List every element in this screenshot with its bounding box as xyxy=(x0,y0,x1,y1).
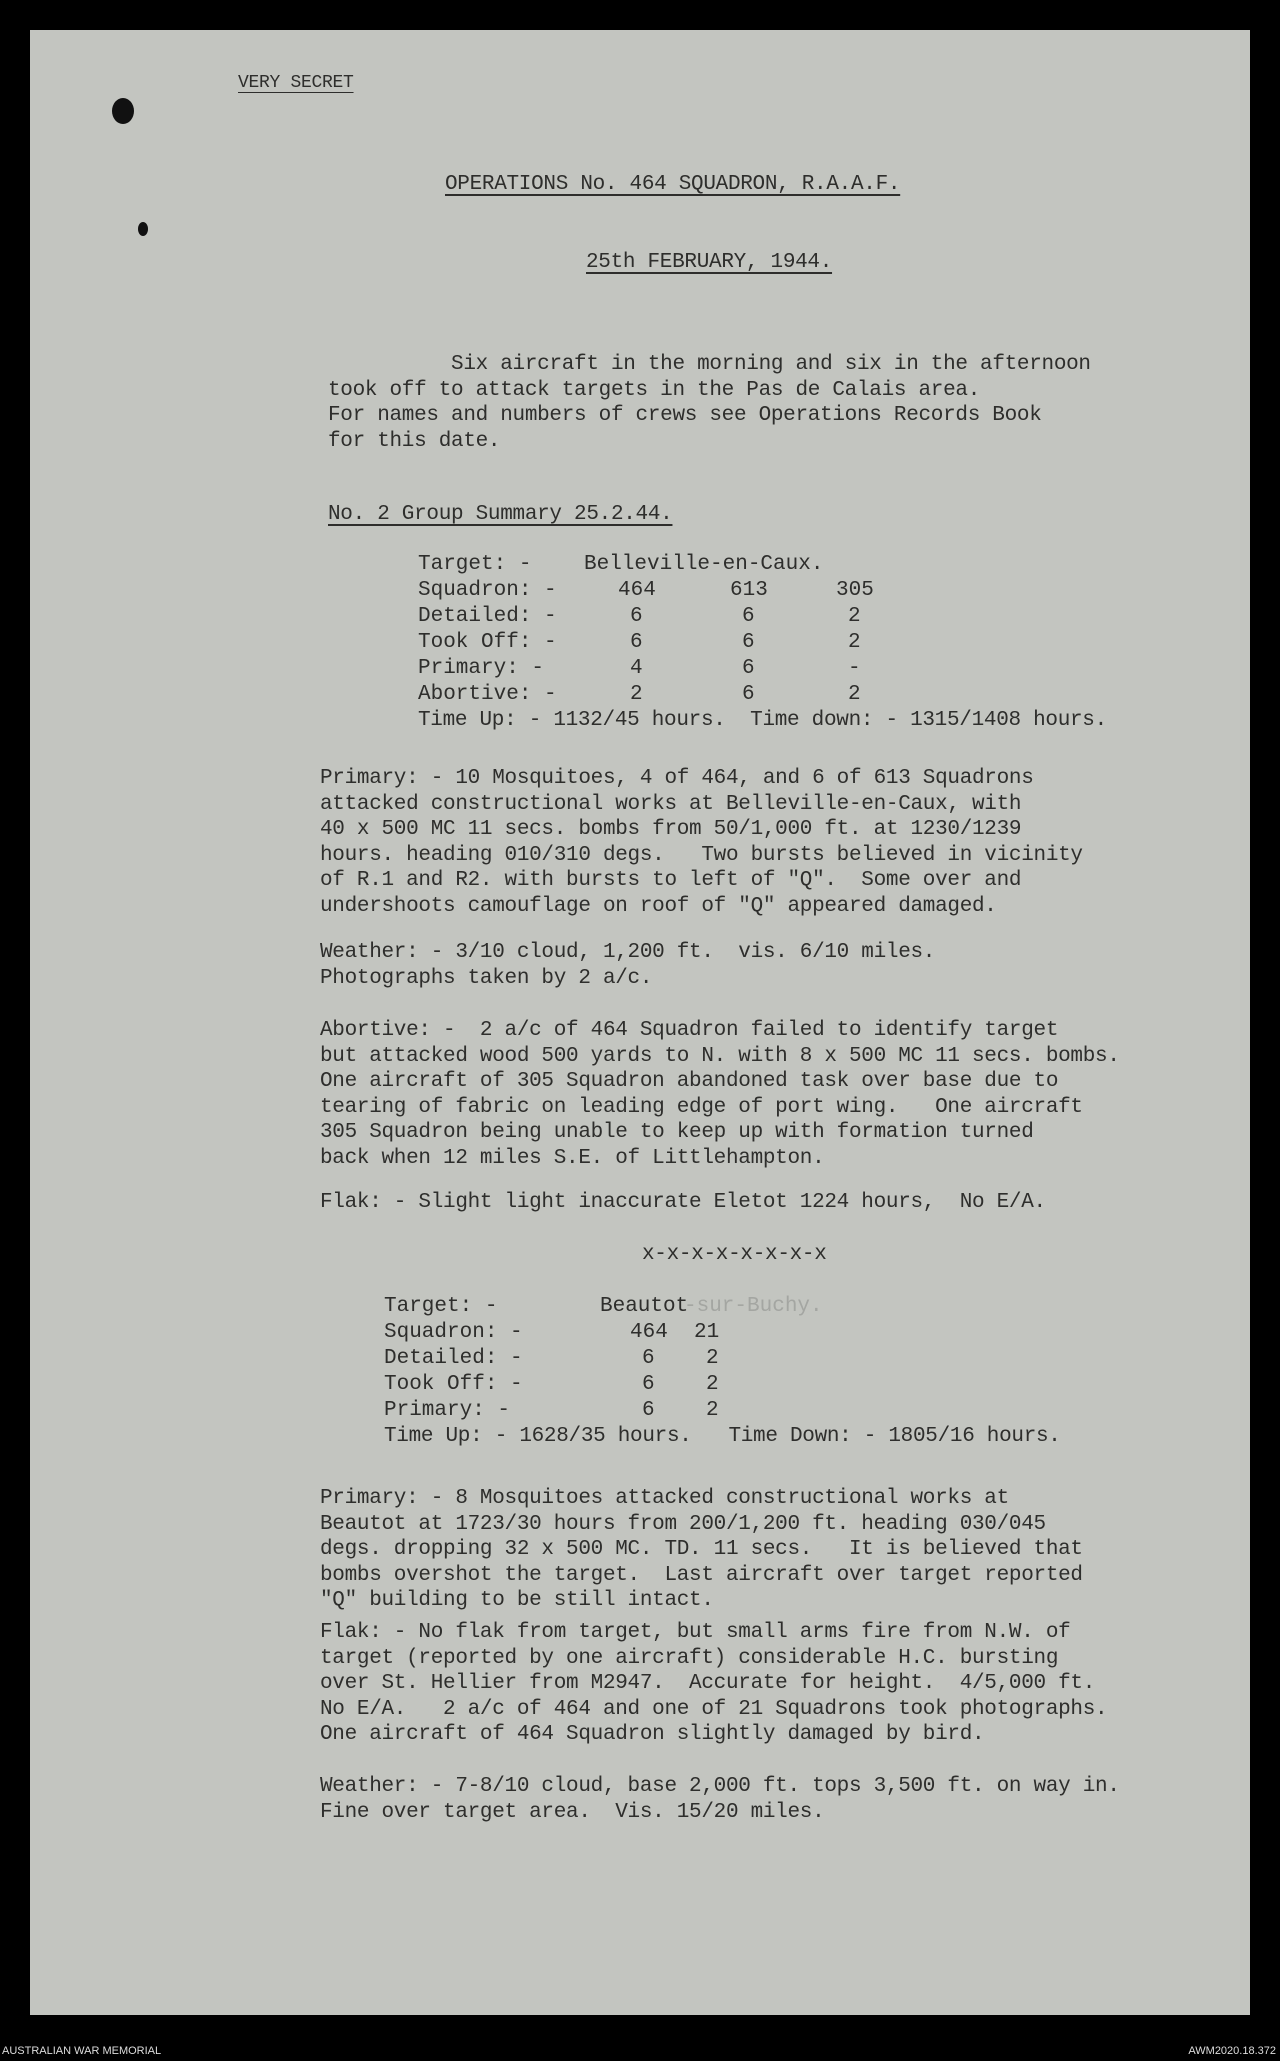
cell-464: 2 xyxy=(630,683,643,706)
table-row xyxy=(418,656,1118,682)
row-label: Detailed: - xyxy=(384,1347,523,1370)
row-label: Primary: - xyxy=(384,1399,511,1422)
raid1-weather: Weather: - 3/10 cloud, 1,200 ft. vis. 6/10 miles. Photographs taken by 2 a/c. xyxy=(320,941,936,990)
footer-institution: AUSTRALIAN WAR MEMORIAL xyxy=(2,2045,162,2057)
cell-305: 2 xyxy=(848,683,861,706)
raid1-primary: Primary: - 10 Mosquitoes, 4 of 464, and 6 of 613 Squadrons attacked constructional works at Belleville-en-Caux, with 40 x 500 MC 11 secs. bombs from 50/1,000 ft. at 1230/1239 hours. heading 010/310 degs. Two bursts believed in vicinity of R.1 and R2. with bursts to left of "Q". Some over and undershoots camouflage on roof of "Q" appeared damaged. xyxy=(320,767,1083,918)
raid2-weather: Weather: - 7-8/10 cloud, base 2,000 ft. tops 3,500 ft. on way in. Fine over target area. Vis. 15/20 miles. xyxy=(320,1775,1120,1824)
row-label: Abortive: - xyxy=(418,683,557,706)
cell-613: 6 xyxy=(742,683,755,706)
cell-613: 6 xyxy=(742,631,755,654)
row-label: Took Off: - xyxy=(384,1373,523,1396)
separator: x-x-x-x-x-x-x-x xyxy=(642,1243,827,1266)
cell-464: 6 xyxy=(642,1399,655,1422)
cell-305: 2 xyxy=(848,631,861,654)
cell-305: 305 xyxy=(836,579,874,602)
row-label: Squadron: - xyxy=(418,579,557,602)
cell-21: 2 xyxy=(706,1399,719,1422)
row-label: Detailed: - xyxy=(418,605,557,628)
cell-464: 6 xyxy=(642,1373,655,1396)
raid1-time-line: Time Up: - 1132/45 hours. Time down: - 1315/1408 hours. xyxy=(418,709,1107,732)
document-date: 25th FEBRUARY, 1944. xyxy=(586,251,833,274)
raid2-target-row xyxy=(384,1294,984,1320)
document-page xyxy=(30,30,1250,2015)
raid2-time-line: Time Up: - 1628/35 hours. Time Down: - 1805/16 hours. xyxy=(384,1425,1061,1448)
cell-21: 2 xyxy=(706,1373,719,1396)
punch-hole xyxy=(112,98,134,124)
raid1-abortive: Abortive: - 2 a/c of 464 Squadron failed to identify target but attacked wood 500 yards to N. with 8 x 500 MC 11 secs. bombs. One aircraft of 305 Squadron abandoned task over base due to tearing of fabric on leading edge of port wing. One aircraft 305 Squadron being unable to keep up with formation turned back when 12 miles S.E. of Littlehampton. xyxy=(320,1019,1120,1170)
table-row xyxy=(418,630,1118,656)
cell-21: 21 xyxy=(694,1321,720,1344)
cell-464: 6 xyxy=(642,1347,655,1370)
cell-305: - xyxy=(848,657,861,680)
cell-613: 6 xyxy=(742,605,755,628)
raid2-flak: Flak: - No flak from target, but small arms fire from N.W. of target (reported by one aircraft) considerable H.C. bursting over St. Hellier from M2947. Accurate for height. 4/5,000 ft. No E/A. 2 a/c of 464 and one of 21 Squadrons took photographs. One aircraft of 464 Squadron slightly damaged by bird. xyxy=(320,1621,1108,1746)
table-row xyxy=(384,1372,984,1398)
raid1-target-label: Target: - xyxy=(418,553,532,576)
raid2-target-value: Beautot xyxy=(600,1295,689,1318)
raid2-primary: Primary: - 8 Mosquitoes attacked constructional works at Beautot at 1723/30 hours from 200/1,200 ft. heading 030/045 degs. dropping 32 x 500 MC. TD. 11 secs. It is believed that bombs overshot the target. Last aircraft over target reported "Q" building to be still intact. xyxy=(320,1487,1083,1612)
raid1-target-value: Belleville-en-Caux. xyxy=(584,553,824,576)
row-label: Primary: - xyxy=(418,657,545,680)
cell-464: 6 xyxy=(630,605,643,628)
table-row xyxy=(384,1398,984,1424)
table-row xyxy=(418,604,1118,630)
raid2-target-faint: -sur-Buchy. xyxy=(684,1295,823,1318)
table-row xyxy=(384,1320,984,1346)
cell-613: 613 xyxy=(730,579,768,602)
table-row xyxy=(418,682,1118,708)
footer-reference: AWM2020.18.372 xyxy=(1188,2045,1276,2057)
cell-464: 6 xyxy=(630,631,643,654)
document-title: OPERATIONS No. 464 SQUADRON, R.A.A.F. xyxy=(445,173,901,196)
intro-paragraph: Six aircraft in the morning and six in the afternoon took off to attack targets in the Pas de Calais area. For names and numbers of crews see Operations Records Book for this date. xyxy=(328,353,1091,453)
raid1-flak: Flak: - Slight light inaccurate Eletot 1224 hours, No E/A. xyxy=(320,1191,1046,1214)
cell-464: 4 xyxy=(630,657,643,680)
group-summary-heading: No. 2 Group Summary 25.2.44. xyxy=(328,503,673,526)
table-row xyxy=(418,578,1118,604)
cell-464: 464 xyxy=(630,1321,668,1344)
table-row xyxy=(384,1346,984,1372)
punch-hole xyxy=(138,222,148,236)
row-label: Took Off: - xyxy=(418,631,557,654)
cell-613: 6 xyxy=(742,657,755,680)
cell-305: 2 xyxy=(848,605,861,628)
classification-label: VERY SECRET xyxy=(238,73,354,93)
cell-21: 2 xyxy=(706,1347,719,1370)
row-label: Squadron: - xyxy=(384,1321,523,1344)
raid2-target-label: Target: - xyxy=(384,1295,498,1318)
cell-464: 464 xyxy=(618,579,656,602)
raid1-target-row xyxy=(418,552,1118,578)
